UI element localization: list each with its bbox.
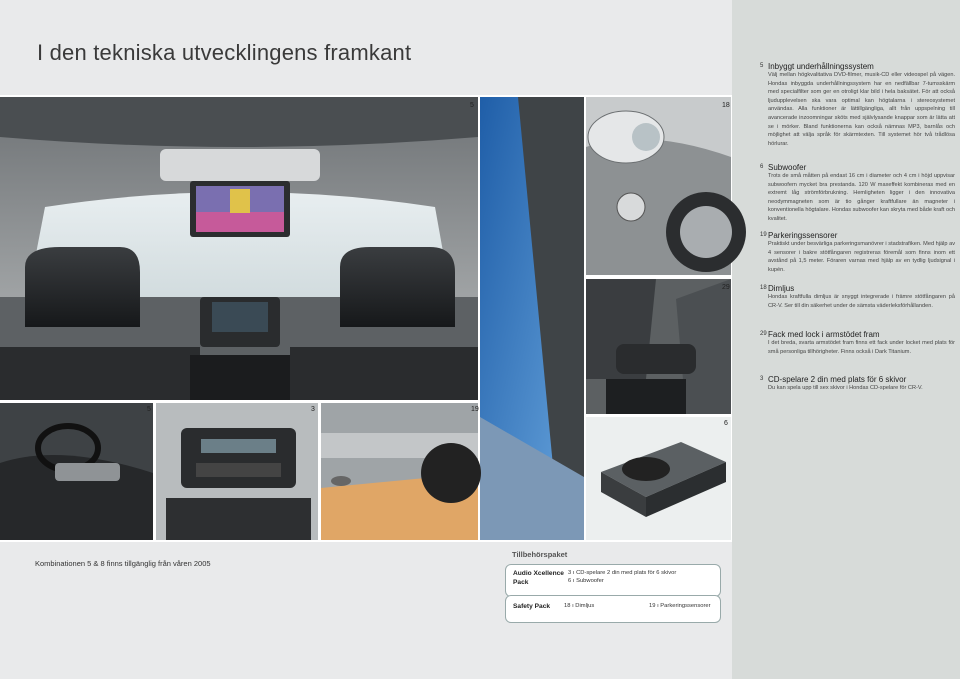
- fog-light-photo-number: 18: [722, 102, 730, 109]
- pack-item: 19 ı Parkeringssensorer: [649, 603, 711, 609]
- feature-text: Trots de små måtten på endast 16 cm i diameter och 4 cm i höjd uppvisar subwoofern mycket bra prestanda. 120 W maxeffekt kombineras med en extremt låg strömförbrukning. Hemligheten ligger i den innovativa neodymmagneten som är tio gånger kraftfullare än magneter i konventionella högtalare. Hondas subwoofer kan skryta med både kraft och kvalitet.: [768, 173, 955, 222]
- pack-item-number: 3: [568, 570, 572, 576]
- interior-entertainment-photo: [0, 97, 478, 400]
- feature-text: Praktiskt under besvärliga parkeringsmanövrer i stadstrafiken. Med hjälp av 4 sensorer i bakre stötfångaren registreras föremål som finns inom ett avstånd på 1,5 meter. Föraren varnas med hjälp av en tydlig ljudsignal i kupén.: [768, 241, 955, 273]
- pack-item: 18 ı Dimljus: [564, 603, 595, 609]
- subwoofer-photo-number: 6: [724, 420, 728, 427]
- cd-player-photo-number: 3: [311, 406, 315, 413]
- feature-text: Du kan spela upp till sex skivor i Hondas CD-spelare för CR-V.: [768, 385, 923, 391]
- feature-title: Subwoofer: [768, 163, 807, 172]
- feature-text: Välj mellan högkvalitativa DVD-filmer, musik-CD eller videospel på vägen. Hondas inbyggda underhållningssystem har en nedfällbar 7-tumsskärm med specialfilter som ger en otroligt klar bild i hela baksätet. För att också ljudupplevelsen ska vara optimal kan högtalarna i stereosystemet användas. Alla funktioner är lättillgängliga, allt från uppspelning till avancerade inzoomningar sköts med självlysande knappar som är lätta att se i mörker. Bland funktionerna kan också nämnas MP3, barnlås och möjlighet att välja språk för skärmtexten. Till systemet hör två trådlösa hörlurar.: [768, 72, 955, 147]
- feature-title: Fack med lock i armstödet fram: [768, 330, 880, 339]
- pack-item-label: Subwoofer: [576, 578, 604, 584]
- feature-number: 19: [760, 232, 767, 238]
- feature-item: [760, 330, 955, 356]
- feature-number: 29: [760, 331, 767, 337]
- parking-sensor-photo-number: 19: [471, 406, 479, 413]
- armrest-photo: [586, 279, 731, 414]
- pack-item-number: 6: [568, 578, 572, 584]
- accessories-title: Tillbehörspaket: [512, 550, 568, 559]
- armrest-photo-number: 29: [722, 284, 730, 291]
- pack-item-number: 19: [649, 603, 656, 609]
- safety-pack: [505, 595, 721, 623]
- pack-item-label: Parkeringssensorer: [660, 603, 711, 609]
- feature-item: [760, 231, 955, 274]
- feature-item: [760, 163, 955, 224]
- audio-xcellence-pack: [505, 564, 721, 597]
- pack-item-number: 18: [564, 603, 571, 609]
- feature-item: [760, 284, 955, 310]
- feature-title: Parkeringssensorer: [768, 231, 838, 240]
- pack-item-label: Dimljus: [575, 603, 595, 609]
- feature-number: 5: [760, 63, 764, 69]
- feature-item: [760, 375, 955, 393]
- headphones-photo-number: 5: [147, 406, 151, 413]
- feature-title: Dimljus: [768, 284, 795, 293]
- parking-sensor-photo: [321, 403, 478, 540]
- headphones-photo: [0, 403, 153, 540]
- feature-number: 18: [760, 285, 767, 291]
- feature-number: 3: [760, 376, 764, 382]
- combination-note: Kombinationen 5 & 8 finns tillgänglig från våren 2005: [35, 559, 211, 568]
- fog-light-photo: [586, 97, 731, 275]
- feature-number: 6: [760, 164, 764, 170]
- cd-player-photo: [156, 403, 318, 540]
- pack-item: 6 ı Subwoofer: [568, 578, 604, 584]
- interior-photo-number: 5: [470, 102, 474, 109]
- building-sky-photo: [480, 97, 584, 540]
- feature-text: Hondas kraftfulla dimljus är snyggt integrerade i främre stötfångaren på CR-V. Ser till din säkerhet under de sämsta väderleksförhållanden.: [768, 294, 955, 309]
- feature-title: Inbyggt underhållningssystem: [768, 62, 874, 71]
- pack-item-label: CD-spelare 2 din med plats för 6 skivor: [576, 570, 677, 576]
- pack-item: 3 ı CD-spelare 2 din med plats för 6 skivor: [568, 570, 677, 576]
- feature-item: [760, 62, 955, 148]
- pack-name: Audio Xcellence Pack: [513, 570, 564, 586]
- subwoofer-photo: [586, 417, 731, 540]
- pack-name: Safety Pack: [513, 603, 551, 610]
- page-title: I den tekniska utvecklingens framkant: [37, 40, 412, 65]
- feature-title: CD-spelare 2 din med plats för 6 skivor: [768, 375, 907, 384]
- feature-text: I det breda, svarta armstödet fram finns ett fack under locket med plats för små personliga tillhörigheter. Finns också i Dark Titanium.: [768, 340, 955, 355]
